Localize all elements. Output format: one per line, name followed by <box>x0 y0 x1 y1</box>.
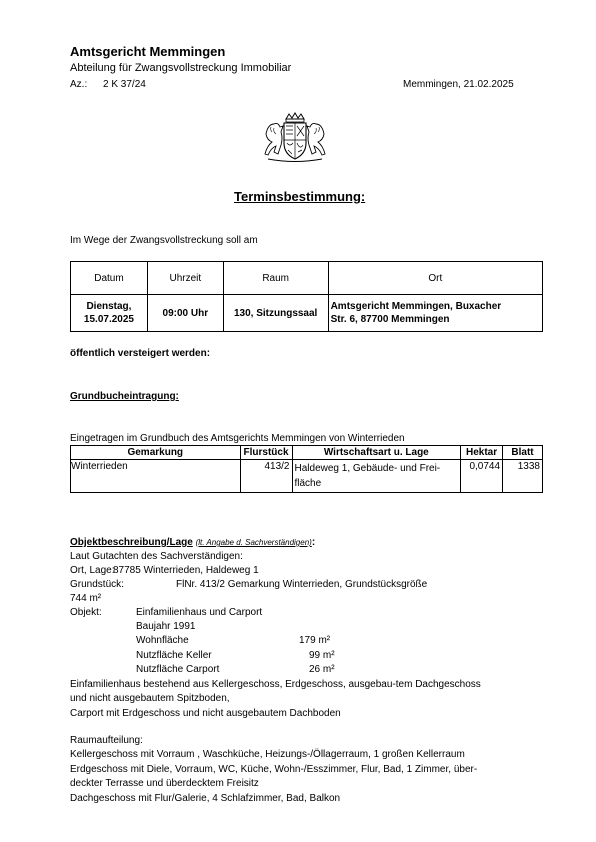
grundbuch-lage <box>292 460 461 493</box>
auction-text: öffentlich versteigert werden: <box>70 348 211 359</box>
grundbuch-heading: Grundbucheintragung: <box>70 391 179 402</box>
schedule-date-value: 15.07.2025 <box>83 314 134 325</box>
schedule-date-day: Dienstag, <box>86 301 132 312</box>
department: Abteilung für Zwangsvollstreckung Immobiliar <box>70 62 292 74</box>
objekt-grundstueck-label: Grundstück: <box>70 579 124 590</box>
keller-value: 99 m² <box>309 650 335 661</box>
schedule-place-line1: Amtsgericht Memmingen, Buxacher <box>330 301 502 312</box>
grundbuch-header-blatt: Blatt <box>503 446 543 460</box>
wohnflaeche-value: 179 m² <box>299 635 331 646</box>
grundbuch-flurstueck: 413/2 <box>240 460 292 493</box>
schedule-header-ort: Ort <box>328 262 542 295</box>
schedule-row <box>71 295 543 332</box>
schedule-header-raum: Raum <box>223 262 328 295</box>
grundbuch-header-hektar: Hektar <box>461 446 503 460</box>
grundbuch-header-row <box>71 446 543 460</box>
schedule-room: 130, Sitzungssaal <box>223 295 328 332</box>
keller-label: Nutzfläche Keller <box>136 650 212 661</box>
raum-line2: Erdgeschoss mit Diele, Vorraum, WC, Küche, Wohn-/Esszimmer, Flur, Bad, 1 Zimmer, über- <box>70 764 478 775</box>
objekt-label: Objekt: <box>70 607 102 618</box>
schedule-date <box>71 295 148 332</box>
objekt-desc-line2: und nicht ausgebautem Spitzboden, <box>70 693 230 704</box>
az-value: 2 K 37/24 <box>103 79 146 90</box>
grundbuch-table <box>70 445 543 493</box>
grundbuch-lage-line1: Haldeweg 1, Gebäude- und Frei- <box>294 463 441 474</box>
coat-of-arms-seal <box>262 112 328 164</box>
objekt-desc-line1: Einfamilienhaus bestehend aus Kellergeschoss, Erdgeschoss, ausgebau-tem Dachgeschoss <box>70 679 481 690</box>
carport-label: Nutzfläche Carport <box>136 664 220 675</box>
raum-heading: Raumaufteilung: <box>70 735 143 746</box>
grundbuch-gemarkung: Winterrieden <box>71 460 241 493</box>
document-title: Terminsbestimmung: <box>234 189 366 204</box>
schedule-header-uhrzeit: Uhrzeit <box>147 262 223 295</box>
objekt-ort-label: Ort, Lage: <box>70 565 115 576</box>
grundbuch-header-lage: Wirtschaftsart u. Lage <box>292 446 461 460</box>
grundbuch-blatt: 1338 <box>503 460 543 493</box>
grundbuch-row <box>71 460 543 493</box>
schedule-place <box>328 295 542 332</box>
objekt-desc-line3: Carport mit Erdgeschoss und nicht ausgebautem Dachboden <box>70 708 341 719</box>
objekt-ort-value: 87785 Winterrieden, Haldeweg 1 <box>113 565 259 576</box>
grundbuch-lage-line2: fläche <box>294 478 322 489</box>
schedule-place-line2: Str. 6, 87700 Memmingen <box>330 314 450 325</box>
grundbuch-header-flurstueck: Flurstück <box>240 446 292 460</box>
objekt-baujahr: Baujahr 1991 <box>136 621 196 632</box>
schedule-time: 09:00 Uhr <box>147 295 223 332</box>
az-label: Az.: <box>70 79 88 90</box>
grundbuch-header-gemarkung: Gemarkung <box>71 446 241 460</box>
schedule-table <box>70 261 543 332</box>
schedule-header-row <box>71 262 543 295</box>
carport-value: 26 m² <box>309 664 335 675</box>
raum-line1: Kellergeschoss mit Vorraum , Waschküche, Heizungs-/Öllagerraum, 1 großen Kellerraum <box>70 749 465 760</box>
raum-line4: Dachgeschoss mit Flur/Galerie, 4 Schlafzimmer, Bad, Balkon <box>70 793 341 804</box>
objekt-gutachten: Laut Gutachten des Sachverständigen: <box>70 551 243 562</box>
intro-text: Im Wege der Zwangsvollstreckung soll am <box>70 235 258 246</box>
objekt-heading-note: (lt. Angabe d. Sachverständigen) <box>195 538 312 547</box>
court-name: Amtsgericht Memmingen <box>70 44 226 59</box>
objekt-grundstueck-size: 744 m² <box>70 593 102 604</box>
objekt-value: Einfamilienhaus und Carport <box>136 607 263 618</box>
wohnflaeche-label: Wohnfläche <box>136 635 189 646</box>
raum-line3: deckter Terrasse und überdecktem Freisitz <box>70 778 259 789</box>
objekt-heading-colon: : <box>311 537 316 548</box>
schedule-header-datum: Datum <box>71 262 148 295</box>
grundbuch-hektar: 0,0744 <box>461 460 503 493</box>
place-date: Memmingen, 21.02.2025 <box>403 79 514 90</box>
objekt-grundstueck-value: FlNr. 413/2 Gemarkung Winterrieden, Grundstücksgröße <box>176 579 428 590</box>
grundbuch-intro: Eingetragen im Grundbuch des Amtsgerichts Memmingen von Winterrieden <box>70 433 405 444</box>
objekt-heading <box>70 537 315 548</box>
objekt-heading-label: Objektbeschreibung/Lage <box>70 537 193 548</box>
